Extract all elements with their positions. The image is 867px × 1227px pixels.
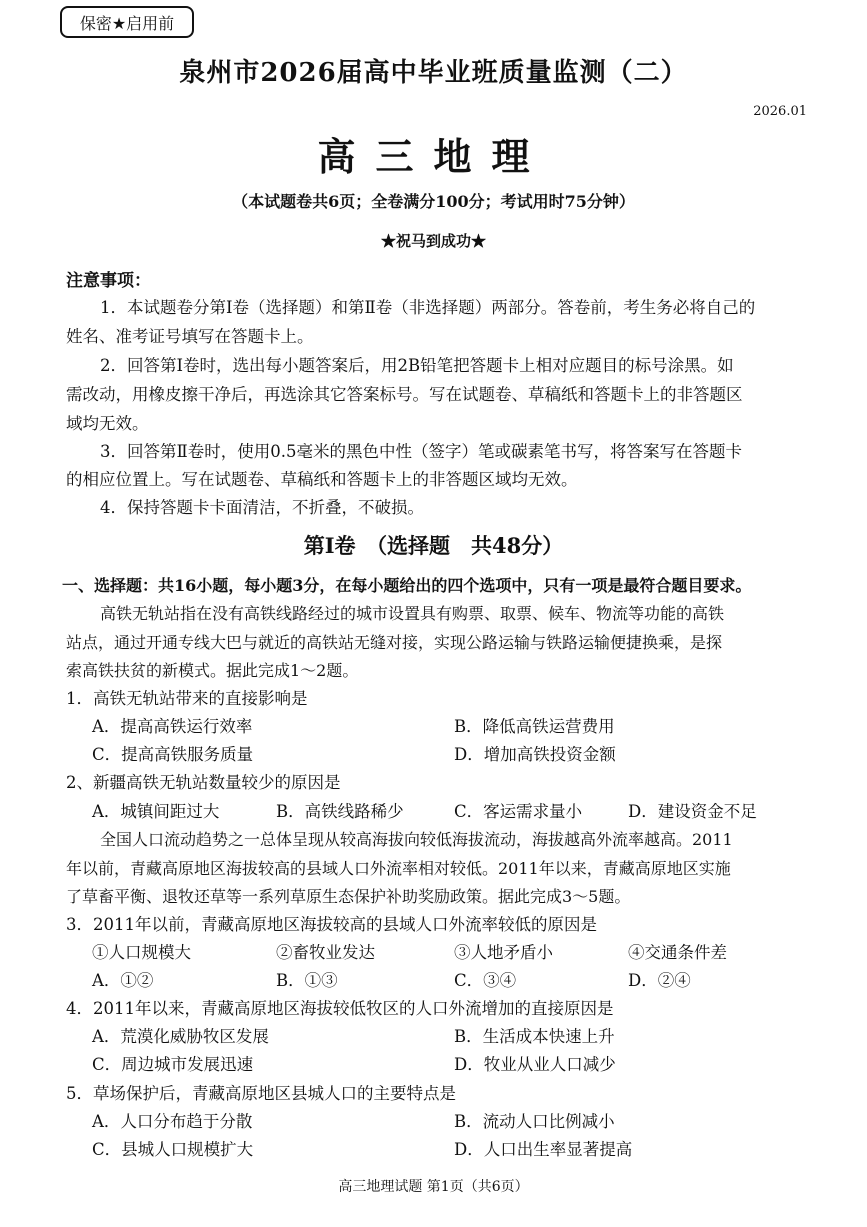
- q3-option-a: A．①②: [92, 971, 154, 990]
- section-instruction: 一、选择题：共16小题，每小题3分，在每小题给出的四个选项中，只有一项是最符合题目要求。: [62, 576, 752, 595]
- q3-statement-4: ④交通条件差: [628, 943, 727, 962]
- material-line: 全国人口流动趋势之一总体呈现从较高海拔向较低海拔流动，海拔越高外流率越高。2011: [100, 830, 733, 849]
- q5-option-b: B．流动人口比例减小: [454, 1112, 615, 1131]
- q1-option-a: A．提高高铁运行效率: [92, 717, 253, 736]
- confidential-badge: 保密★启用前: [60, 6, 194, 38]
- q1-option-b: B．降低高铁运营费用: [454, 717, 615, 736]
- notice-line: 2．回答第Ⅰ卷时，选出每小题答案后，用2B铅笔把答题卡上相对应题目的标号涂黑。如: [100, 356, 734, 375]
- q2-option-c: C．客运需求量小: [454, 802, 583, 821]
- q5-option-a: A．人口分布趋于分散: [92, 1112, 253, 1131]
- material-line: 年以前，青藏高原地区海拔较高的县域人口外流率相对较低。2011年以来，青藏高原地区实施: [66, 859, 731, 878]
- q1-option-c: C．提高高铁服务质量: [92, 745, 254, 764]
- material-line: 了草畜平衡、退牧还草等一系列草原生态保护补助奖励政策。据此完成3～5题。: [66, 887, 631, 906]
- notice-line: 1．本试题卷分第Ⅰ卷（选择题）和第Ⅱ卷（非选择题）两部分。答卷前，考生务必将自己的: [100, 298, 756, 317]
- material-line: 站点，通过开通专线大巴与就近的高铁站无缝对接，实现公路运输与铁路运输便捷换乘，是探: [66, 633, 723, 652]
- page-footer: 高三地理试题 第1页（共6页）: [338, 1179, 529, 1195]
- q4-option-d: D．牧业从业人口减少: [454, 1055, 616, 1074]
- q3-option-b: B．①③: [276, 971, 338, 990]
- q4-option-a: A．荒漠化威胁牧区发展: [92, 1027, 269, 1046]
- q2-option-a: A．城镇间距过大: [92, 802, 220, 821]
- notice-heading: 注意事项：: [66, 271, 151, 291]
- notice-line: 姓名、准考证号填写在答题卡上。: [66, 327, 314, 346]
- exam-title: 泉州市2026届高中毕业班质量监测（二）: [179, 58, 688, 88]
- exam-date: 2026.01: [753, 104, 807, 119]
- q1-option-d: D．增加高铁投资金额: [454, 745, 616, 764]
- q3-option-d: D．②④: [628, 971, 691, 990]
- notice-line: 的相应位置上。写在试题卷、草稿纸和答题卡上的非答题区域均无效。: [66, 470, 578, 489]
- q2-option-d: D．建设资金不足: [628, 802, 757, 821]
- q5-option-d: D．人口出生率显著提高: [454, 1140, 633, 1159]
- part1-title: 第Ⅰ卷 （选择题 共48分）: [303, 533, 564, 558]
- notice-line: 4．保持答题卡卡面清洁，不折叠，不破损。: [100, 498, 424, 517]
- q4-option-c: C．周边城市发展迅速: [92, 1055, 254, 1074]
- question-5-stem: 5．草场保护后，青藏高原地区县城人口的主要特点是: [66, 1084, 456, 1103]
- material-line: 高铁无轨站指在没有高铁线路经过的城市设置具有购票、取票、候车、物流等功能的高铁: [100, 604, 725, 623]
- question-3-stem: 3．2011年以前，青藏高原地区海拔较高的县域人口外流率较低的原因是: [66, 915, 597, 934]
- good-luck-line: ★祝马到成功★: [380, 232, 486, 250]
- exam-info: （本试题卷共6页；全卷满分100分；考试用时75分钟）: [232, 192, 635, 211]
- q5-option-c: C．县城人口规模扩大: [92, 1140, 254, 1159]
- question-1-stem: 1．高铁无轨站带来的直接影响是: [66, 689, 308, 708]
- notice-line: 域均无效。: [66, 414, 149, 433]
- notice-line: 3．回答第Ⅱ卷时，使用0.5毫米的黑色中性（签字）笔或碳素笔书写，将答案写在答题卡: [100, 442, 742, 461]
- subject-title: 高三地理: [317, 134, 550, 179]
- question-2-stem: 2、新疆高铁无轨站数量较少的原因是: [66, 773, 341, 792]
- q2-option-b: B．高铁线路稀少: [276, 802, 404, 821]
- q3-statement-2: ②畜牧业发达: [276, 943, 375, 962]
- q3-statement-1: ①人口规模大: [92, 943, 191, 962]
- question-4-stem: 4．2011年以来，青藏高原地区海拔较低牧区的人口外流增加的直接原因是: [66, 999, 614, 1018]
- q3-option-c: C．③④: [454, 971, 517, 990]
- q4-option-b: B．生活成本快速上升: [454, 1027, 615, 1046]
- q3-statement-3: ③人地矛盾小: [454, 943, 553, 962]
- notice-line: 需改动，用橡皮擦干净后，再选涂其它答案标号。写在试题卷、草稿纸和答题卡上的非答题区: [66, 385, 743, 404]
- material-line: 索高铁扶贫的新模式。据此完成1～2题。: [66, 661, 359, 680]
